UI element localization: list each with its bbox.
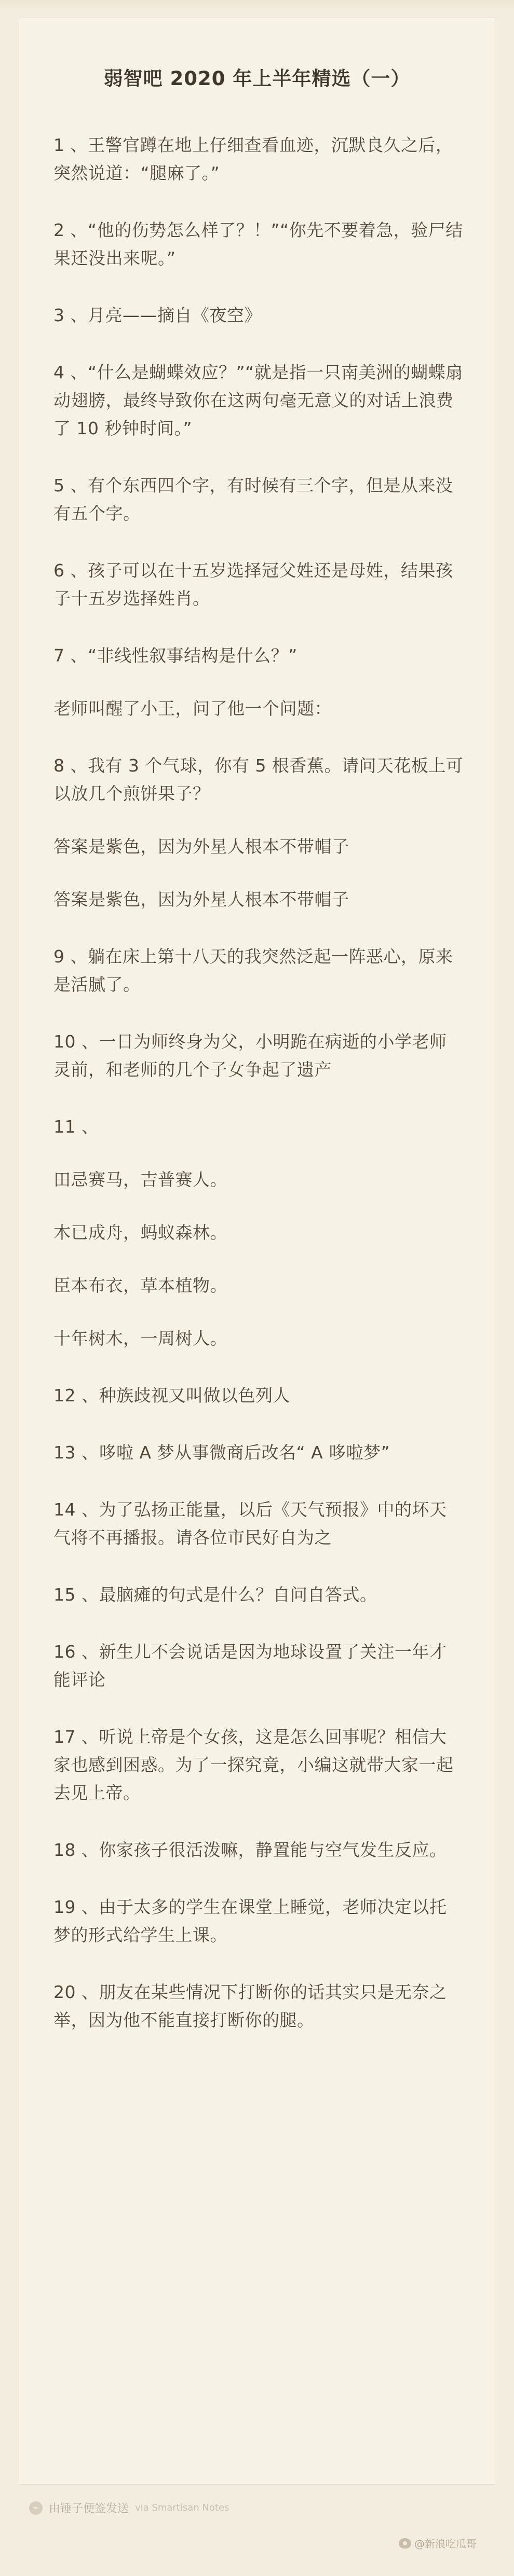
top-shadow — [0, 0, 514, 9]
list-item: 7 、“非线性叙事结构是什么？” — [53, 645, 297, 666]
list-item: 8 、我有 3 个气球，你有 5 根香蕉。请问天花板上可以放几个煎饼果子？ — [53, 755, 464, 804]
list-item: 12 、种族歧视又叫做以色列人 — [53, 1385, 290, 1406]
list-item: 十年树木，一周树人。 — [53, 1328, 227, 1348]
note-title: 弱智吧 2020 年上半年精选（一） — [103, 67, 411, 90]
list-item: 臣本布衣，草本植物。 — [53, 1275, 227, 1296]
note-card — [19, 18, 495, 2485]
footer-subtext: via Smartisan Notes — [135, 2502, 229, 2513]
note-footer — [29, 2500, 229, 2516]
list-item: 19 、由于太多的学生在课堂上睡觉，老师决定以托梦的形式给学生上课。 — [53, 1897, 447, 1945]
list-item: 16 、新生儿不会说话是因为地球设置了关注一年才能评论 — [53, 1642, 447, 1690]
list-item: 15 、最脑瘫的句式是什么？自问自答式。 — [53, 1585, 377, 1605]
watermark-text: @新浪吃瓜哥 — [414, 2538, 477, 2550]
list-item: 18 、你家孩子很活泼嘛，静置能与空气发生反应。 — [53, 1840, 447, 1860]
weibo-icon — [399, 2538, 411, 2549]
list-item: 3 、月亮——摘自《夜空》 — [53, 305, 262, 325]
footer-text: 由锤子便签发送 — [49, 2502, 129, 2515]
list-item: 老师叫醒了小王，问了他一个问题： — [53, 698, 332, 719]
list-item: 木已成舟，蚂蚁森林。 — [53, 1222, 227, 1243]
list-item: 13 、哆啦 A 梦从事微商后改名“ A 哆啦梦” — [53, 1442, 390, 1463]
list-item: 14 、为了弘扬正能量，以后《天气预报》中的坏天气将不再播报。请各位市民好自为之 — [53, 1499, 447, 1548]
list-item: 17 、听说上帝是个女孩，这是怎么回事呢？相信大家也感到困惑。为了一探究竟，小编这就带大家一起去见上帝。 — [53, 1727, 454, 1803]
list-item: 1 、王警官蹲在地上仔细查看血迹，沉默良久之后，突然说道：“腿麻了。” — [53, 135, 453, 183]
list-item: 20 、朋友在某些情况下打断你的话其实只是无奈之举，因为他不能直接打断你的腿。 — [53, 1982, 447, 2030]
smartisan-icon: ⌁ — [29, 2501, 43, 2515]
list-item: 11 、 — [53, 1117, 99, 1137]
list-item: 田忌赛马，吉普赛人。 — [53, 1169, 227, 1190]
weibo-watermark — [399, 2536, 477, 2551]
list-item: 答案是紫色，因为外星人根本不带帽子 — [53, 889, 349, 910]
list-item: 6 、孩子可以在十五岁选择冠父姓还是母姓，结果孩子十五岁选择姓肖。 — [53, 560, 453, 609]
note-content — [53, 131, 464, 2063]
list-item: 2 、“他的伤势怎么样了？！”“你先不要着急，验尸结果还没出来呢。” — [53, 220, 463, 268]
list-item: 5 、有个东西四个字，有时候有三个字，但是从来没有五个字。 — [53, 475, 453, 524]
list-item: 4 、“什么是蝴蝶效应？”“就是指一只南美洲的蝴蝶扇动翅膀，最终导致你在这两句毫无意义的对话上浪费了 10 秒钟时间。” — [53, 362, 463, 438]
list-item: 10 、一日为师终身为父，小明跪在病逝的小学老师灵前，和老师的几个子女争起了遗产 — [53, 1031, 447, 1080]
list-item: 答案是紫色，因为外星人根本不带帽子 — [53, 836, 349, 857]
list-item: 9 、躺在床上第十八天的我突然泛起一阵恶心，原来是活腻了。 — [53, 946, 453, 995]
